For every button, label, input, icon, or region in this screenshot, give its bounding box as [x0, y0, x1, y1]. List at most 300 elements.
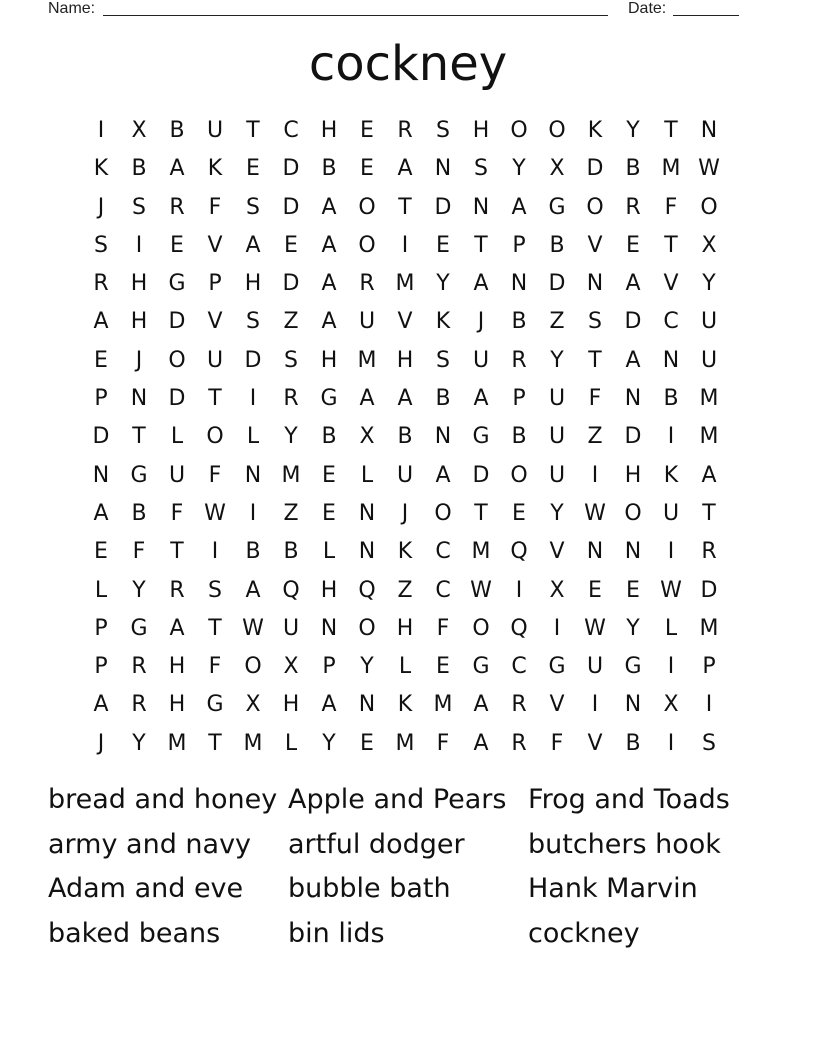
grid-cell: O [358, 194, 376, 220]
grid-cell: W [470, 577, 492, 603]
grid-cell: F [588, 386, 602, 412]
grid-cell: E [626, 232, 640, 258]
grid-cell: O [168, 347, 186, 373]
grid-cell: Y [702, 271, 716, 297]
grid-cell: H [244, 271, 262, 297]
grid-cell: G [206, 692, 224, 718]
grid-row [82, 457, 728, 495]
grid-cell: A [321, 309, 337, 335]
word-list-item: artful dodger [288, 828, 465, 860]
grid-cell: I [97, 118, 105, 143]
grid-cell: N [320, 615, 338, 641]
grid-cell: O [510, 462, 528, 488]
grid-cell: A [245, 577, 261, 603]
grid-cell: U [548, 462, 566, 488]
grid-cell: U [548, 424, 566, 450]
grid-cell: S [588, 309, 602, 335]
grid-cell: W [698, 156, 720, 182]
grid-cell: Y [512, 156, 526, 182]
grid-cell: M [167, 730, 187, 756]
grid-cell: T [208, 730, 222, 756]
grid-cell: T [588, 347, 602, 373]
grid-cell: D [434, 194, 452, 220]
grid-cell: L [664, 615, 678, 641]
word-list-item: army and navy [48, 828, 252, 860]
grid-cell: K [93, 156, 109, 182]
grid-cell: N [624, 539, 642, 565]
grid-cell: I [135, 232, 143, 258]
grid-cell: I [667, 539, 675, 565]
grid-cell: R [511, 692, 527, 718]
word-list-item: Frog and Toads [528, 784, 730, 815]
grid-cell: K [397, 692, 413, 718]
grid-cell: I [211, 539, 219, 565]
grid-row [82, 572, 728, 610]
grid-cell: N [434, 424, 452, 450]
grid-cell: O [244, 654, 262, 680]
grid-cell: P [512, 386, 526, 412]
grid-cell: B [321, 424, 337, 450]
grid-row [82, 380, 728, 418]
date-label: Date: [628, 0, 667, 17]
grid-cell: F [436, 730, 450, 756]
grid-cell: S [284, 347, 298, 373]
grid-cell: S [246, 309, 260, 335]
grid-cell: O [548, 118, 566, 143]
grid-cell: S [702, 730, 716, 756]
grid-cell: M [395, 730, 415, 756]
header [48, 0, 748, 20]
grid-cell: E [360, 730, 374, 756]
grid-cell: I [401, 232, 409, 258]
grid-cell: Y [436, 271, 450, 297]
grid-cell: E [360, 156, 374, 182]
grid-cell: U [472, 347, 490, 373]
grid-cell: Q [510, 539, 528, 565]
grid-cell: S [246, 194, 260, 220]
grid-cell: T [664, 232, 678, 258]
grid-row [82, 648, 728, 686]
grid-cell: P [94, 386, 108, 412]
grid-cell: Y [550, 500, 564, 526]
grid-cell: H [396, 615, 414, 641]
grid-cell: Y [626, 615, 640, 641]
grid-cell: H [130, 271, 148, 297]
grid-cell: G [624, 654, 642, 680]
grid-cell: M [433, 692, 453, 718]
grid-cell: D [282, 271, 300, 297]
grid-row [82, 227, 728, 265]
grid-cell: R [169, 194, 185, 220]
grid-cell: X [245, 692, 261, 718]
grid-cell: A [473, 386, 489, 412]
grid-cell: A [701, 462, 717, 488]
grid-cell: O [358, 615, 376, 641]
grid-cell: X [663, 692, 679, 718]
page-title: cockney [308, 36, 508, 92]
grid-cell: N [586, 539, 604, 565]
grid-cell: V [663, 271, 679, 297]
grid-cell: H [624, 462, 642, 488]
grid-cell: V [549, 539, 565, 565]
grid-cell: A [245, 232, 261, 258]
grid-cell: L [170, 424, 184, 450]
grid-cell: J [135, 347, 143, 373]
grid-cell: H [168, 692, 186, 718]
word-list-item: bin lids [288, 917, 385, 949]
grid-cell: D [168, 386, 186, 412]
grid-cell: A [511, 194, 527, 220]
grid-cell: E [360, 118, 374, 143]
grid-cell: B [131, 156, 147, 182]
grid-cell: S [474, 156, 488, 182]
grid-cell: M [395, 271, 415, 297]
grid-cell: N [358, 500, 376, 526]
grid-cell: P [702, 654, 716, 680]
grid-cell: E [94, 539, 108, 565]
grid-cell: K [207, 156, 223, 182]
grid-cell: N [130, 386, 148, 412]
grid-cell: Z [283, 500, 299, 526]
grid-cell: F [664, 194, 678, 220]
grid-cell: J [477, 309, 485, 335]
grid-cell: E [170, 232, 184, 258]
grid-cell: R [93, 271, 109, 297]
grid-cell: F [550, 730, 564, 756]
grid-cell: K [397, 539, 413, 565]
grid-cell: K [435, 309, 451, 335]
grid-cell: A [93, 309, 109, 335]
word-list-item: Hank Marvin [528, 873, 698, 904]
grid-cell: N [510, 271, 528, 297]
grid-cell: T [208, 615, 222, 641]
grid-cell: P [94, 654, 108, 680]
grid-cell: B [245, 539, 261, 565]
grid-cell: V [587, 730, 603, 756]
grid-cell: E [322, 462, 336, 488]
grid-cell: U [586, 654, 604, 680]
grid-cell: G [320, 386, 338, 412]
grid-cell: O [700, 194, 718, 220]
grid-cell: R [625, 194, 641, 220]
grid-cell: B [435, 386, 451, 412]
word-list-item: cockney [528, 917, 640, 949]
grid-cell: G [130, 462, 148, 488]
grid-cell: T [246, 118, 260, 143]
grid-cell: G [548, 194, 566, 220]
grid-cell: A [397, 386, 413, 412]
grid-cell: G [472, 424, 490, 450]
date-line [673, 0, 739, 16]
grid-cell: X [131, 118, 147, 143]
grid-cell: H [320, 347, 338, 373]
grid-row [82, 610, 728, 648]
grid-row [82, 533, 728, 571]
grid-cell: N [700, 118, 718, 143]
grid-cell: A [625, 347, 641, 373]
grid-cell: X [701, 232, 717, 258]
grid-cell: C [663, 309, 679, 335]
grid-cell: U [548, 386, 566, 412]
grid-cell: C [511, 654, 527, 680]
letter-grid [82, 112, 728, 763]
grid-cell: S [132, 194, 146, 220]
grid-cell: M [471, 539, 491, 565]
grid-cell: J [401, 500, 409, 526]
grid-cell: H [168, 654, 186, 680]
grid-row [82, 495, 728, 533]
grid-cell: Y [132, 730, 146, 756]
grid-cell: M [281, 462, 301, 488]
grid-cell: D [282, 194, 300, 220]
grid-cell: U [700, 309, 718, 335]
grid-cell: B [397, 424, 413, 450]
grid-cell: X [283, 654, 299, 680]
grid-cell: H [282, 692, 300, 718]
grid-cell: E [284, 232, 298, 258]
grid-row [82, 150, 728, 188]
grid-cell: I [667, 424, 675, 450]
grid-cell: A [169, 615, 185, 641]
grid-cell: B [549, 232, 565, 258]
word-list [48, 778, 768, 956]
grid-cell: X [549, 577, 565, 603]
grid-cell: W [242, 615, 264, 641]
grid-cell: B [625, 730, 641, 756]
grid-cell: E [436, 654, 450, 680]
grid-cell: N [358, 539, 376, 565]
grid-cell: W [584, 500, 606, 526]
grid-cell: A [321, 194, 337, 220]
grid-cell: Y [550, 347, 564, 373]
grid-cell: G [130, 615, 148, 641]
grid-cell: B [131, 500, 147, 526]
grid-cell: E [626, 577, 640, 603]
grid-cell: S [436, 118, 450, 143]
grid-cell: L [284, 730, 298, 756]
grid-cell: H [320, 577, 338, 603]
name-label: Name: [48, 0, 96, 17]
grid-cell: O [624, 500, 642, 526]
grid-cell: R [131, 654, 147, 680]
grid-cell: A [321, 692, 337, 718]
grid-cell: M [699, 386, 719, 412]
grid-row [82, 418, 728, 456]
grid-cell: X [359, 424, 375, 450]
grid-cell: J [97, 730, 105, 756]
grid-cell: D [244, 347, 262, 373]
grid-cell: O [586, 194, 604, 220]
grid-cell: D [548, 271, 566, 297]
grid-cell: Y [132, 577, 146, 603]
grid-cell: D [700, 577, 718, 603]
grid-row [82, 686, 728, 724]
grid-cell: B [511, 424, 527, 450]
grid-cell: D [472, 462, 490, 488]
grid-cell: A [625, 271, 641, 297]
grid-cell: L [360, 462, 374, 488]
grid-cell: C [435, 539, 451, 565]
grid-cell: N [358, 692, 376, 718]
grid-cell: U [206, 347, 224, 373]
grid-cell: A [397, 156, 413, 182]
name-line [103, 0, 608, 16]
grid-cell: R [511, 730, 527, 756]
grid-cell: C [283, 118, 299, 143]
grid-cell: F [132, 539, 146, 565]
grid-cell: N [624, 692, 642, 718]
grid-cell: T [702, 500, 716, 526]
grid-cell: M [243, 730, 263, 756]
grid-cell: O [472, 615, 490, 641]
word-list-item: bubble bath [288, 873, 451, 904]
grid-cell: R [283, 386, 299, 412]
grid-cell: K [663, 462, 679, 488]
grid-cell: B [625, 156, 641, 182]
grid-cell: O [358, 232, 376, 258]
grid-cell: N [624, 386, 642, 412]
grid-cell: B [169, 118, 185, 143]
grid-cell: T [664, 118, 678, 143]
grid-cell: U [358, 309, 376, 335]
grid-cell: I [591, 692, 599, 718]
grid-cell: A [359, 386, 375, 412]
grid-cell: G [548, 654, 566, 680]
grid-cell: A [435, 462, 451, 488]
grid-row [82, 342, 728, 380]
grid-cell: Q [358, 577, 376, 603]
word-list-item: Adam and eve [48, 873, 244, 904]
grid-cell: R [359, 271, 375, 297]
grid-cell: P [322, 654, 336, 680]
grid-row [82, 112, 728, 150]
grid-cell: A [321, 232, 337, 258]
grid-cell: L [398, 654, 412, 680]
grid-cell: A [93, 500, 109, 526]
grid-cell: T [132, 424, 146, 450]
grid-cell: A [321, 271, 337, 297]
grid-cell: R [701, 539, 717, 565]
grid-cell: Y [626, 118, 640, 143]
grid-cell: E [436, 232, 450, 258]
grid-cell: L [246, 424, 260, 450]
grid-cell: W [584, 615, 606, 641]
grid-cell: N [472, 194, 490, 220]
grid-cell: Q [510, 615, 528, 641]
grid-cell: B [511, 309, 527, 335]
grid-cell: I [249, 386, 257, 412]
grid-cell: P [512, 232, 526, 258]
grid-cell: T [208, 386, 222, 412]
grid-cell: U [700, 347, 718, 373]
grid-cell: D [624, 309, 642, 335]
grid-cell: B [283, 539, 299, 565]
grid-cell: W [204, 500, 226, 526]
grid-cell: D [624, 424, 642, 450]
grid-cell: F [436, 615, 450, 641]
grid-cell: N [586, 271, 604, 297]
grid-cell: L [322, 539, 336, 565]
grid-row [82, 265, 728, 303]
grid-row [82, 725, 728, 763]
grid-cell: C [435, 577, 451, 603]
grid-cell: D [282, 156, 300, 182]
grid-cell: E [94, 347, 108, 373]
grid-cell: I [249, 500, 257, 526]
grid-cell: Y [284, 424, 298, 450]
grid-cell: S [208, 577, 222, 603]
grid-cell: H [320, 118, 338, 143]
grid-cell: K [587, 118, 603, 143]
grid-cell: E [246, 156, 260, 182]
grid-cell: N [434, 156, 452, 182]
grid-cell: D [586, 156, 604, 182]
grid-cell: G [168, 271, 186, 297]
grid-cell: J [97, 194, 105, 220]
word-list-item: bread and honey [48, 784, 278, 815]
grid-cell: D [92, 424, 110, 450]
grid-cell: I [705, 692, 713, 718]
grid-cell: W [660, 577, 682, 603]
grid-cell: I [591, 462, 599, 488]
grid-cell: X [549, 156, 565, 182]
grid-cell: A [473, 730, 489, 756]
grid-cell: T [170, 539, 184, 565]
grid-cell: U [282, 615, 300, 641]
grid-row [82, 189, 728, 227]
grid-cell: I [667, 730, 675, 756]
grid-cell: E [322, 500, 336, 526]
grid-cell: T [398, 194, 412, 220]
grid-cell: P [94, 615, 108, 641]
grid-cell: Z [549, 309, 565, 335]
grid-cell: R [169, 577, 185, 603]
grid-cell: V [397, 309, 413, 335]
grid-cell: G [472, 654, 490, 680]
word-list-item: butchers hook [528, 828, 721, 860]
grid-cell: M [661, 156, 681, 182]
grid-cell: I [667, 654, 675, 680]
grid-cell: H [472, 118, 490, 143]
grid-cell: V [207, 309, 223, 335]
grid-cell: M [357, 347, 377, 373]
grid-cell: Q [282, 577, 300, 603]
grid-cell: P [208, 271, 222, 297]
grid-cell: T [474, 232, 488, 258]
grid-cell: O [434, 500, 452, 526]
grid-cell: V [549, 692, 565, 718]
grid-cell: N [244, 462, 262, 488]
grid-cell: E [512, 500, 526, 526]
grid-cell: A [93, 692, 109, 718]
grid-cell: T [474, 500, 488, 526]
grid-cell: L [94, 577, 108, 603]
grid-cell: U [396, 462, 414, 488]
grid-cell: V [587, 232, 603, 258]
grid-cell: H [396, 347, 414, 373]
grid-cell: I [515, 577, 523, 603]
grid-cell: U [662, 500, 680, 526]
grid-cell: B [663, 386, 679, 412]
grid-cell: F [208, 194, 222, 220]
grid-cell: O [206, 424, 224, 450]
grid-cell: H [130, 309, 148, 335]
word-list-item: baked beans [48, 917, 221, 949]
grid-cell: A [169, 156, 185, 182]
grid-cell: B [321, 156, 337, 182]
grid-cell: Z [283, 309, 299, 335]
grid-cell: A [473, 692, 489, 718]
